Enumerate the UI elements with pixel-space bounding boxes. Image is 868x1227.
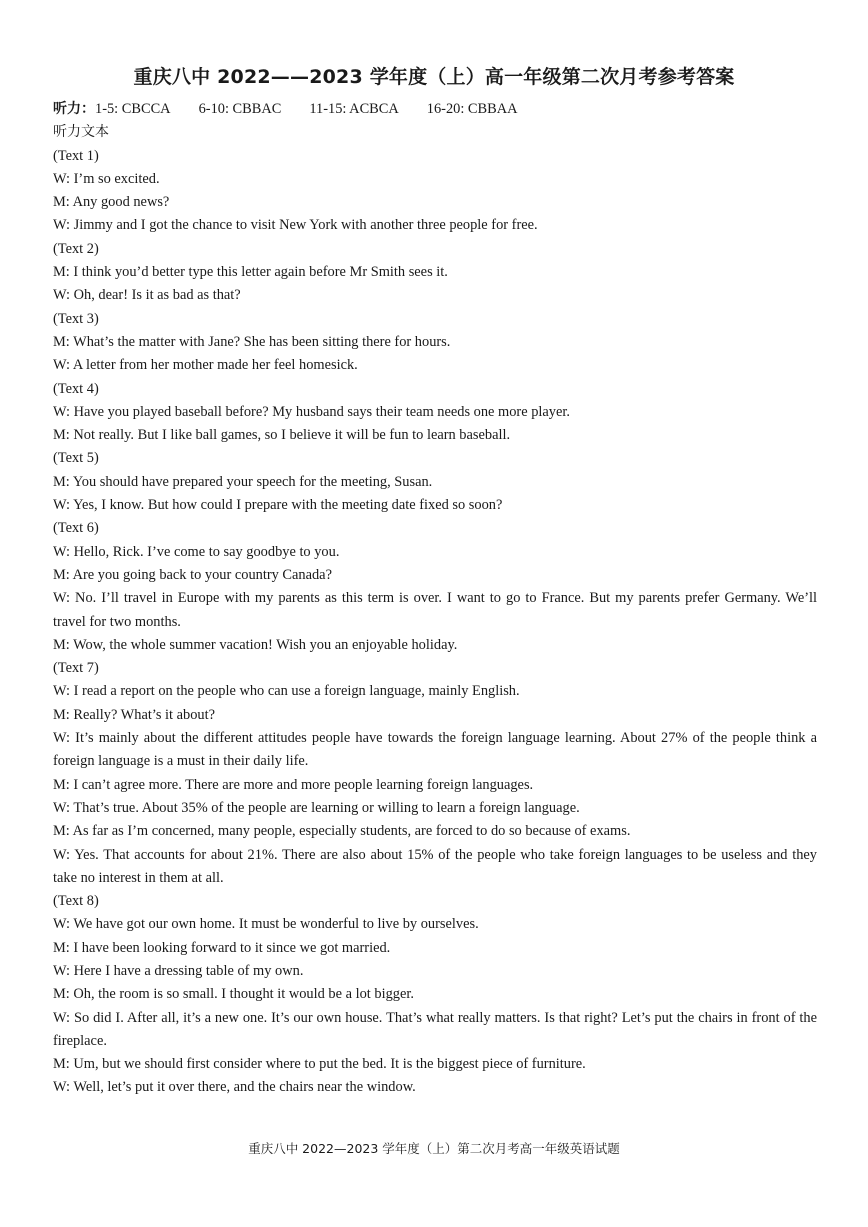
transcript-paragraph: W: Yes. That accounts for about 21%. There are also about 15% of the people who take foreign languages to be useless and they take no interest in them at all. [53, 846, 817, 886]
transcript-line: M: I think you’d better type this letter again before Mr Smith sees it. [53, 264, 448, 281]
listening-answers [53, 98, 817, 121]
transcript-line: M: I have been looking forward to it since we got married. [53, 939, 391, 956]
transcript-line: W: Jimmy and I got the chance to visit New York with another three people for free. [53, 217, 538, 234]
transcript-line: (Text 1) [53, 147, 99, 164]
transcript-line: M: As far as I’m concerned, many people, especially students, are forced to do so because of exams. [53, 823, 631, 840]
transcript-line: M: I can’t agree more. There are more and more people learning foreign languages. [53, 776, 534, 793]
transcript-line: W: Well, let’s put it over there, and the chairs near the window. [53, 1079, 416, 1096]
transcript-line: W: We have got our own home. It must be wonderful to live by ourselves. [53, 916, 479, 933]
transcript-line: (Text 2) [53, 240, 99, 257]
transcript-line: W: That’s true. About 35% of the people are learning or willing to learn a foreign language. [53, 799, 580, 816]
transcript-line: W: Hello, Rick. I’ve come to say goodbye to you. [53, 543, 340, 560]
transcript-line: (Text 7) [53, 660, 99, 677]
transcript-line: W: Here I have a dressing table of my own. [53, 962, 304, 979]
transcript-line: M: Any good news? [53, 194, 170, 211]
transcript-line: M: Not really. But I like ball games, so I believe it will be fun to learn baseball. [53, 427, 511, 444]
page-title: 重庆八中 2022——2023 学年度（上）高一年级第二次月考参考答案 [133, 66, 735, 88]
transcript-line: (Text 3) [53, 310, 99, 327]
answer-group: 16-20: CBBAA [426, 101, 518, 117]
page-footer: 重庆八中 2022—2023 学年度（上）第二次月考高一年级英语试题 [248, 1141, 620, 1156]
transcript-line: M: Really? What’s it about? [53, 706, 215, 723]
answers-label: 听力： [53, 101, 95, 117]
transcript-line: M: What’s the matter with Jane? She has been sitting there for hours. [53, 333, 451, 350]
transcript-paragraph: W: It’s mainly about the different attitudes people have towards the foreign language learning. About 27% of the people think a foreign language is a must in their daily life. [53, 730, 817, 770]
transcript-line: M: Um, but we should first consider where to put the bed. It is the biggest piece of furniture. [53, 1056, 586, 1073]
transcript-line: W: Yes, I know. But how could I prepare with the meeting date fixed so soon? [53, 497, 503, 514]
transcript-line: W: A letter from her mother made her feel homesick. [53, 357, 358, 374]
transcript-line: (Text 5) [53, 450, 99, 467]
transcript-line: W: Oh, dear! Is it as bad as that? [53, 287, 241, 304]
transcript-line: M: Oh, the room is so small. I thought it would be a lot bigger. [53, 986, 414, 1003]
answer-group: 11-15: ACBCA [309, 101, 399, 117]
transcript-line: W: Have you played baseball before? My husband says their team needs one more player. [53, 403, 570, 420]
answer-content [53, 98, 817, 1100]
transcript-line: W: I’m so excited. [53, 170, 160, 187]
transcript-paragraph: W: No. I’ll travel in Europe with my parents as this term is over. I want to go to France. But my parents prefer Germany. We’ll travel for two months. [53, 590, 817, 630]
transcript-line: M: You should have prepared your speech for the meeting, Susan. [53, 473, 433, 490]
transcript-line: (Text 4) [53, 380, 99, 397]
section-heading: 听力文本 [53, 124, 109, 141]
answer-group: 6-10: CBBAC [198, 101, 282, 117]
answer-group: 1-5: CBCCA [95, 101, 171, 117]
transcript-line: (Text 6) [53, 520, 99, 537]
transcript-line: M: Are you going back to your country Canada? [53, 566, 332, 583]
transcript-line: (Text 8) [53, 893, 99, 910]
transcript-line: M: Wow, the whole summer vacation! Wish you an enjoyable holiday. [53, 636, 458, 653]
transcript-paragraph: W: So did I. After all, it’s a new one. It’s our own house. That’s what really matters. Is that right? Let’s put the chairs in front of the fireplace. [53, 1009, 817, 1049]
transcript-line: W: I read a report on the people who can use a foreign language, mainly English. [53, 683, 520, 700]
